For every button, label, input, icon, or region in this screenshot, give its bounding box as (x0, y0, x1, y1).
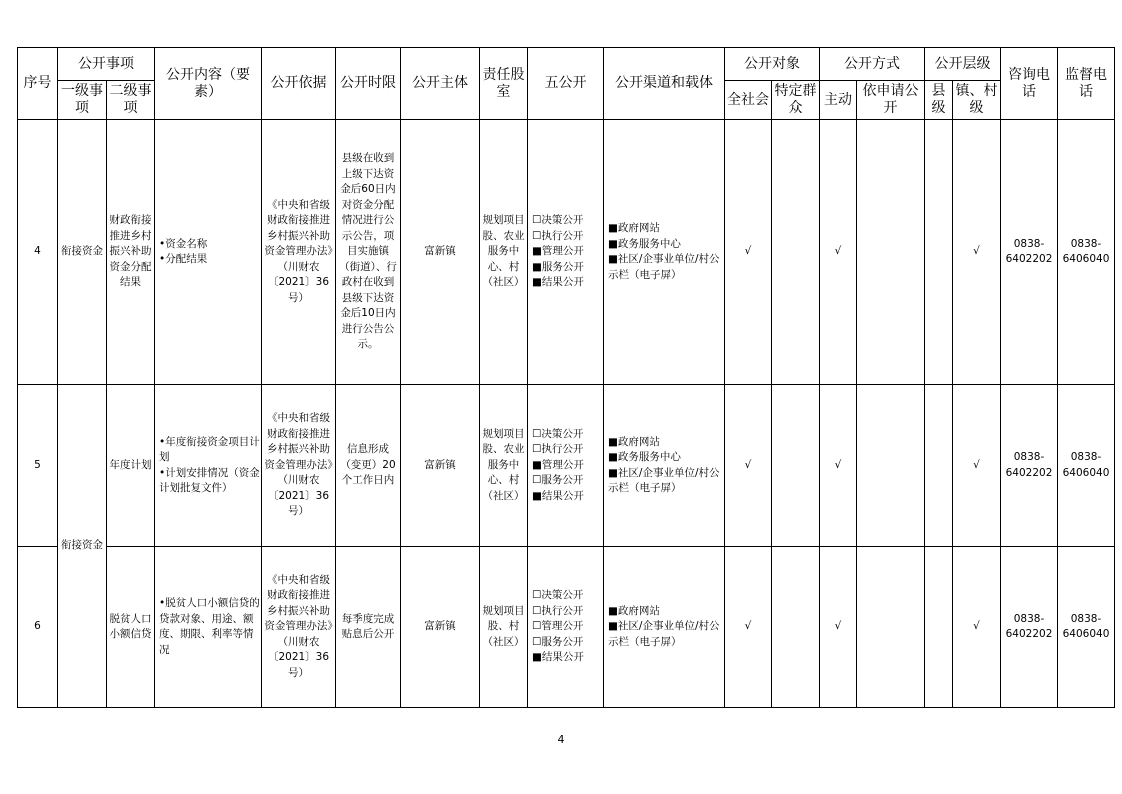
cell-subject: 富新镇 (401, 120, 480, 385)
content-line: •年度衔接资金项目计划 (159, 435, 260, 463)
five-item: ☐执行公开 (532, 443, 584, 456)
cell-mode-apply (857, 385, 925, 547)
cell-l1: 衔接资金 (58, 120, 107, 385)
content-line: •分配结果 (159, 253, 208, 265)
cell-seq: 4 (18, 120, 58, 385)
cell-content (155, 547, 262, 708)
cell-channel (604, 385, 725, 547)
content-line: •脱贫人口小额信贷的贷款对象、用途、额度、期限、利率等情况 (159, 597, 260, 656)
cell-five (528, 120, 604, 385)
cell-l1-merged: 衔接资金 (58, 385, 107, 708)
cell-l2: 财政衔接推进乡村振兴补助资金分配结果 (107, 120, 155, 385)
five-item: ■结果公开 (532, 489, 584, 502)
cell-aud-all: √ (725, 547, 772, 708)
cell-basis: 《中央和省级财政衔接推进乡村振兴补助资金管理办法》（川财农〔2021〕36号） (262, 120, 336, 385)
cell-basis: 《中央和省级财政衔接推进乡村振兴补助资金管理办法》（川财农〔2021〕36号） (262, 385, 336, 547)
header-content: 公开内容（要素） (155, 48, 262, 120)
cell-seq: 6 (18, 547, 58, 708)
header-item: 公开事项 (58, 48, 155, 81)
table-row (18, 385, 1115, 547)
cell-l2: 脱贫人口小额信贷 (107, 547, 155, 708)
cell-mode-active: √ (820, 547, 857, 708)
cell-supervise: 0838-6406040 (1058, 385, 1115, 547)
cell-aud-specific (772, 385, 820, 547)
cell-five (528, 385, 604, 547)
cell-five (528, 547, 604, 708)
header-mode: 公开方式 (820, 48, 925, 81)
header-supervise: 监督电话 (1058, 48, 1115, 120)
five-item: ☐决策公开 (532, 589, 584, 602)
header-dept: 责任股室 (480, 48, 528, 120)
header-level-county: 县级 (925, 81, 953, 120)
channel-item: ■政府网站 (608, 435, 660, 448)
cell-channel (604, 120, 725, 385)
five-item: ☐服务公开 (532, 474, 584, 487)
header-aud-all: 全社会 (725, 81, 772, 120)
cell-seq: 5 (18, 385, 58, 547)
cell-aud-specific (772, 547, 820, 708)
header-time: 公开时限 (336, 48, 401, 120)
cell-level-town: √ (953, 385, 1001, 547)
five-item: ☐决策公开 (532, 214, 584, 227)
header-seq: 序号 (18, 48, 58, 120)
five-item: ■结果公开 (532, 651, 584, 664)
cell-level-town: √ (953, 547, 1001, 708)
page-number: 4 (557, 733, 565, 746)
cell-dept: 规划项目股、村（社区） (480, 547, 528, 708)
cell-consult: 0838-6402202 (1001, 547, 1058, 708)
five-item: ☐决策公开 (532, 427, 584, 440)
header-consult: 咨询电话 (1001, 48, 1058, 120)
channel-item: ■政府网站 (608, 604, 660, 617)
cell-aud-all: √ (725, 385, 772, 547)
cell-content (155, 120, 262, 385)
cell-mode-active: √ (820, 385, 857, 547)
cell-dept: 规划项目股、农业服务中心、村（社区） (480, 120, 528, 385)
header-audience: 公开对象 (725, 48, 820, 81)
cell-time: 每季度完成贴息后公开 (336, 547, 401, 708)
channel-item: ■社区/企事业单位/村公示栏（电子屏） (608, 620, 720, 648)
five-item: ■管理公开 (532, 245, 584, 258)
header-level: 公开层级 (925, 48, 1001, 81)
header-item-l2: 二级事项 (107, 81, 155, 120)
cell-aud-all: √ (725, 120, 772, 385)
cell-level-county (925, 547, 953, 708)
header-level-town: 镇、村级 (953, 81, 1001, 120)
cell-mode-active: √ (820, 120, 857, 385)
header-item-l1: 一级事项 (58, 81, 107, 120)
channel-item: ■社区/企事业单位/村公示栏（电子屏） (608, 466, 720, 494)
channel-item: ■政府网站 (608, 222, 660, 234)
channel-item: ■政务服务中心 (608, 237, 681, 250)
cell-supervise: 0838-6406040 (1058, 547, 1115, 708)
cell-content (155, 385, 262, 547)
header-channel: 公开渠道和载体 (604, 48, 725, 120)
cell-basis: 《中央和省级财政衔接推进乡村振兴补助资金管理办法》（川财农〔2021〕36号） (262, 547, 336, 708)
five-item: ■管理公开 (532, 458, 584, 471)
channel-item: ■社区/企事业单位/村公示栏（电子屏） (608, 253, 720, 281)
cell-channel (604, 547, 725, 708)
cell-mode-apply (857, 120, 925, 385)
cell-level-county (925, 385, 953, 547)
cell-time: 县级在收到上级下达资金后60日内对资金分配情况进行公示公告，项目实施镇（街道）、行政村在收到县级下达资金后10日内进行公告公示。 (336, 120, 401, 385)
cell-time: 信息形成（变更）20个工作日内 (336, 385, 401, 547)
content-line: •资金名称 (159, 237, 208, 250)
header-mode-active: 主动 (820, 81, 857, 120)
content-line: •计划安排情况（资金计划批复文件） (159, 466, 260, 494)
five-item: ☐执行公开 (532, 604, 584, 617)
cell-aud-specific (772, 120, 820, 385)
cell-level-town: √ (953, 120, 1001, 385)
cell-dept: 规划项目股、农业服务中心、村（社区） (480, 385, 528, 547)
header-subject: 公开主体 (401, 48, 480, 120)
cell-subject: 富新镇 (401, 547, 480, 708)
cell-consult: 0838-6402202 (1001, 385, 1058, 547)
table-row (18, 120, 1115, 385)
cell-mode-apply (857, 547, 925, 708)
cell-supervise: 0838-6406040 (1058, 120, 1115, 385)
cell-consult: 0838-6402202 (1001, 120, 1058, 385)
header-mode-apply: 依申请公开 (857, 81, 925, 120)
channel-item: ■政务服务中心 (608, 451, 681, 463)
cell-l2: 年度计划 (107, 385, 155, 547)
header-basis: 公开依据 (262, 48, 336, 120)
header-five: 五公开 (528, 48, 604, 120)
five-item: ■服务公开 (532, 260, 584, 273)
table-row (18, 547, 1115, 708)
five-item: ☐服务公开 (532, 635, 584, 648)
header-aud-specific: 特定群众 (772, 81, 820, 120)
disclosure-table (17, 47, 1115, 708)
five-item: ☐执行公开 (532, 229, 584, 242)
five-item: ■结果公开 (532, 276, 584, 289)
cell-level-county (925, 120, 953, 385)
five-item: ☐管理公开 (532, 620, 584, 633)
cell-subject: 富新镇 (401, 385, 480, 547)
